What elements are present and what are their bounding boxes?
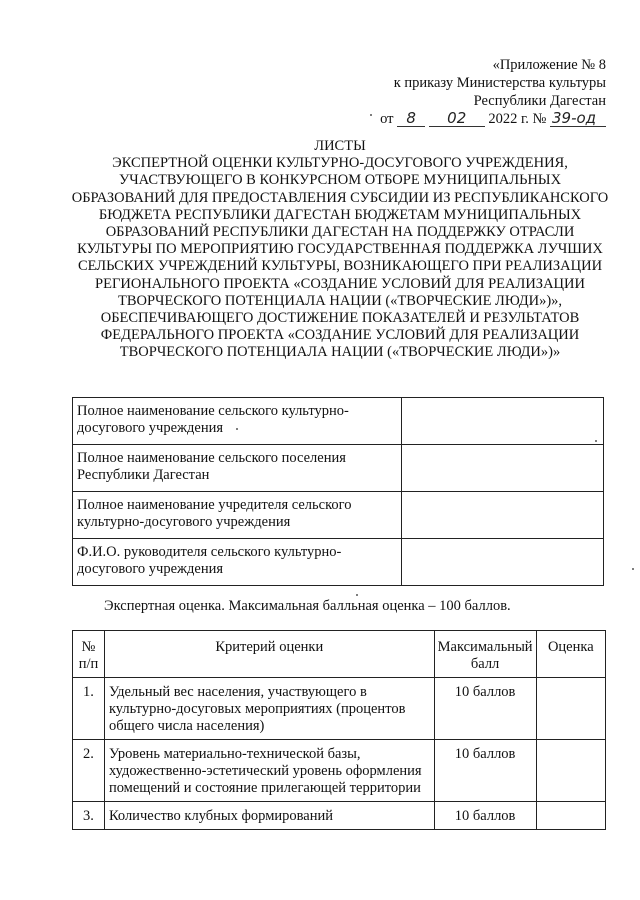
appendix-order-ref: к приказу Министерства культуры (393, 75, 606, 91)
criteria-table (72, 630, 606, 830)
info-value-field[interactable] (402, 492, 604, 539)
row-number: 3. (73, 802, 105, 830)
table-row (73, 492, 604, 539)
info-value-field[interactable] (402, 398, 604, 445)
scan-speck (236, 428, 238, 430)
row-number: 1. (73, 678, 105, 740)
table-row (73, 678, 606, 740)
order-month-handwritten: 02 (429, 111, 485, 127)
scan-speck (632, 568, 634, 570)
scan-speck (595, 440, 597, 442)
info-label: Полное наименование сельского поселения Республики Дагестан (73, 445, 402, 492)
title-heading: ЛИСТЫ (314, 138, 366, 154)
institution-info-table (72, 397, 604, 586)
order-number-handwritten: 39-од (550, 111, 606, 127)
document-title (70, 138, 610, 362)
appendix-ministry: Республики Дагестан (473, 93, 606, 109)
table-row (73, 445, 604, 492)
score-field[interactable] (536, 678, 605, 740)
info-label: Полное наименование учредителя сельского культурно-досугового учреждения (73, 492, 402, 539)
info-label: Полное наименование сельского культурно-досугового учреждения (73, 398, 402, 445)
order-year: 2022 г. № (488, 111, 547, 127)
scan-speck (356, 594, 358, 596)
header-max-score: Максимальный балл (434, 631, 536, 678)
criterion-text: Уровень материально-технической базы, художественно-эстетический уровень оформления помещений и состояние прилегающей территории (104, 740, 434, 802)
score-field[interactable] (536, 740, 605, 802)
header-score: Оценка (536, 631, 605, 678)
criterion-text: Количество клубных формирований (104, 802, 434, 830)
table-row (73, 740, 606, 802)
table-row (73, 539, 604, 586)
order-prefix: от (380, 111, 394, 127)
header-criterion: Критерий оценки (104, 631, 434, 678)
criterion-text: Удельный вес населения, участвующего в культурно-досуговых мероприятиях (процентов общего числа населения) (104, 678, 434, 740)
info-label: Ф.И.О. руководителя сельского культурно-досугового учреждения (73, 539, 402, 586)
info-value-field[interactable] (402, 539, 604, 586)
max-score-note: Экспертная оценка. Максимальная балльная оценка – 100 баллов. (104, 598, 511, 614)
appendix-header (380, 56, 606, 128)
max-score-value: 10 баллов (434, 740, 536, 802)
title-body: ЭКСПЕРТНОЙ ОЦЕНКИ КУЛЬТУРНО-ДОСУГОВОГО УЧРЕЖДЕНИЯ, УЧАСТВУЮЩЕГО В КОНКУРСНОМ ОТБОРЕ МУНИЦИПАЛЬНЫХ ОБРАЗОВАНИЙ ДЛЯ ПРЕДОСТАВЛЕНИЯ СУБСИДИИ ИЗ РЕСПУБЛИКАНСКОГО БЮДЖЕТА РЕСПУБЛИКИ ДАГЕСТАН БЮДЖЕТАМ МУНИЦИПАЛЬНЫХ ОБРАЗОВАНИЙ РЕСПУБЛИКИ ДАГЕСТАН НА ПОДДЕРЖКУ ОТРАСЛИ КУЛЬТУРЫ ПО МЕРОПРИЯТИЮ ГОСУДАРСТВЕННАЯ ПОДДЕРЖКА ЛУЧШИХ СЕЛЬСКИХ УЧРЕЖДЕНИЙ КУЛЬТУРЫ, ВОЗНИКАЮЩЕГО ПРИ РЕАЛИЗАЦИИ РЕГИОНАЛЬНОГО ПРОЕКТА «СОЗДАНИЕ УСЛОВИЙ ДЛЯ РЕАЛИЗАЦИИ ТВОРЧЕСКОГО ПОТЕНЦИАЛА НАЦИИ («ТВОРЧЕСКИЕ ЛЮДИ»)», ОБЕСПЕЧИВАЮЩЕГО ДОСТИЖЕНИЕ ПОКАЗАТЕЛЕЙ И РЕЗУЛЬТАТОВ ФЕДЕРАЛЬНОГО ПРОЕКТА «СОЗДАНИЕ УСЛОВИЙ ДЛЯ РЕАЛИЗАЦИИ ТВОРЧЕСКОГО ПОТЕНЦИАЛА НАЦИИ («ТВОРЧЕСКИЕ ЛЮДИ»)» (71, 155, 609, 361)
table-row (73, 398, 604, 445)
info-value-field[interactable] (402, 445, 604, 492)
order-date-line (380, 110, 606, 128)
table-header-row (73, 631, 606, 678)
header-number: № п/п (73, 631, 105, 678)
appendix-number: «Приложение № 8 (492, 57, 606, 73)
max-score-value: 10 баллов (434, 678, 536, 740)
table-row (73, 802, 606, 830)
score-field[interactable] (536, 802, 605, 830)
row-number: 2. (73, 740, 105, 802)
max-score-value: 10 баллов (434, 802, 536, 830)
scan-speck (370, 114, 372, 116)
order-day-handwritten: 8 (397, 111, 425, 127)
